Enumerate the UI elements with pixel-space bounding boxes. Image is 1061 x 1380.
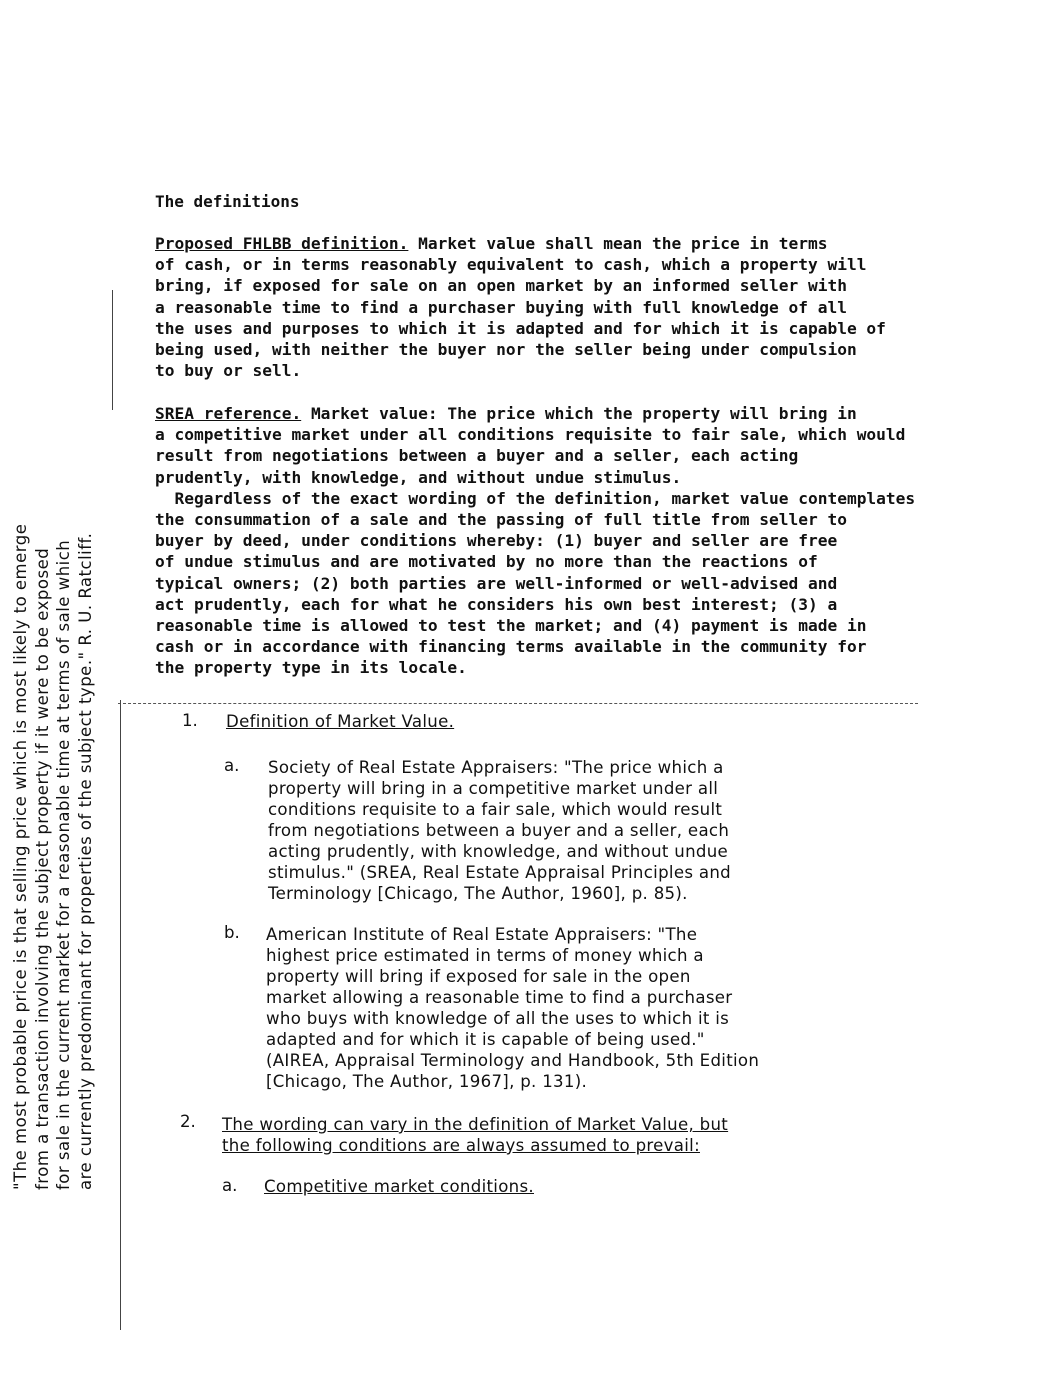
item-1a-line: conditions requisite to a fair sale, which would result	[268, 800, 723, 819]
paragraph-line: the property type in its locale.	[155, 658, 467, 678]
item-1b-line: market allowing a reasonable time to find a purchaser	[266, 988, 733, 1007]
margin-rule-upper	[112, 290, 113, 410]
item-1b-line: American Institute of Real Estate Appraisers: "The	[266, 925, 698, 944]
fhlbb-line: to buy or sell.	[155, 361, 302, 381]
margin-quote-line: are currently predominant for properties of the subject type." R. U. Ratcliff.	[75, 532, 95, 1190]
paragraph-line: Regardless of the exact wording of the definition, market value contemplates	[155, 488, 916, 508]
item-1a-line: Terminology [Chicago, The Author, 1960], p. 85).	[268, 884, 688, 903]
paragraph-line: typical owners; (2) both parties are well-informed or well-advised and	[155, 573, 838, 593]
item-1a-line: property will bring in a competitive market under all	[268, 779, 719, 798]
srea-line: a competitive market under all conditions requisite to fair sale, which would	[155, 425, 906, 445]
section-heading: The definitions	[155, 192, 300, 211]
item-2-number: 2.	[180, 1112, 196, 1131]
item-1b-marker: b.	[224, 923, 240, 942]
item-1a-line: from negotiations between a buyer and a seller, each	[268, 821, 730, 840]
paragraph-line: act prudently, each for what he considers his own best interest; (3) a	[155, 594, 838, 614]
dashed-divider	[118, 703, 918, 704]
fhlbb-line: Market value shall mean the price in terms	[418, 234, 828, 253]
item-2-line: The wording can vary in the definition of Market Value, but	[222, 1115, 729, 1134]
item-2a-marker: a.	[222, 1176, 238, 1195]
margin-quote-line: from a transaction involving the subject property if it were to be exposed	[32, 547, 52, 1190]
fhlbb-definition	[155, 233, 886, 381]
margin-quote-line: "The most probable price is that selling price which is most likely to emerge	[11, 523, 30, 1190]
item-1b-line: who buys with knowledge of all the uses to which it is	[266, 1009, 730, 1028]
fhlbb-line: the uses and purposes to which it is adapted and for which it is capable of	[155, 318, 886, 338]
item-1a-line: stimulus." (SREA, Real Estate Appraisal Principles and	[268, 863, 731, 882]
item-1-number: 1.	[182, 711, 198, 730]
item-1b-line: highest price estimated in terms of money which a	[266, 946, 704, 965]
item-2-text	[222, 1114, 728, 1156]
item-2a-text: Competitive market conditions.	[264, 1177, 534, 1196]
srea-reference	[155, 403, 915, 679]
item-1b-line: (AIREA, Appraisal Terminology and Handbook, 5th Edition	[266, 1051, 760, 1070]
item-1b-line: adapted and for which it is capable of being used."	[266, 1030, 705, 1049]
margin-quote	[10, 340, 96, 1190]
margin-quote-line: for sale in the current market for a reasonable time at terms of sale which	[54, 539, 73, 1190]
fhlbb-line: being used, with neither the buyer nor the seller being under compulsion	[155, 340, 857, 360]
item-2-line: the following conditions are always assumed to prevail:	[222, 1136, 700, 1155]
paragraph-line: buyer by deed, under conditions whereby: (1) buyer and seller are free	[155, 531, 838, 551]
item-1b-line: property will bring if exposed for sale in the open	[266, 967, 691, 986]
margin-rule-lower	[120, 700, 121, 1330]
item-1b-text	[266, 924, 759, 1092]
paragraph-line: reasonable time is allowed to test the market; and (4) payment is made in	[155, 616, 867, 636]
fhlbb-line: bring, if exposed for sale on an open market by an informed seller with	[155, 276, 847, 296]
item-1-title: Definition of Market Value.	[226, 712, 455, 731]
fhlbb-line: a reasonable time to find a purchaser buying with full knowledge of all	[155, 297, 847, 317]
item-1b-line: [Chicago, The Author, 1967], p. 131).	[266, 1072, 588, 1091]
paragraph-line: the consummation of a sale and the passing of full title from seller to	[155, 510, 847, 530]
fhlbb-label: Proposed FHLBB definition.	[155, 234, 409, 253]
srea-label: SREA reference.	[155, 404, 302, 423]
srea-line: result from negotiations between a buyer and a seller, each acting	[155, 446, 799, 466]
item-1a-line: acting prudently, with knowledge, and without undue	[268, 842, 729, 861]
paragraph-line: of undue stimulus and are motivated by no more than the reactions of	[155, 552, 818, 572]
paragraph-line: cash or in accordance with financing terms available in the community for	[155, 637, 867, 657]
srea-line: prudently, with knowledge, and without undue stimulus.	[155, 467, 682, 487]
item-1a-marker: a.	[224, 756, 240, 775]
srea-line: Market value: The price which the property will bring in	[310, 404, 857, 423]
fhlbb-line: of cash, or in terms reasonably equivalent to cash, which a property will	[155, 255, 867, 275]
item-1a-line: Society of Real Estate Appraisers: "The price which a	[268, 758, 724, 777]
item-1a-text	[268, 757, 731, 904]
